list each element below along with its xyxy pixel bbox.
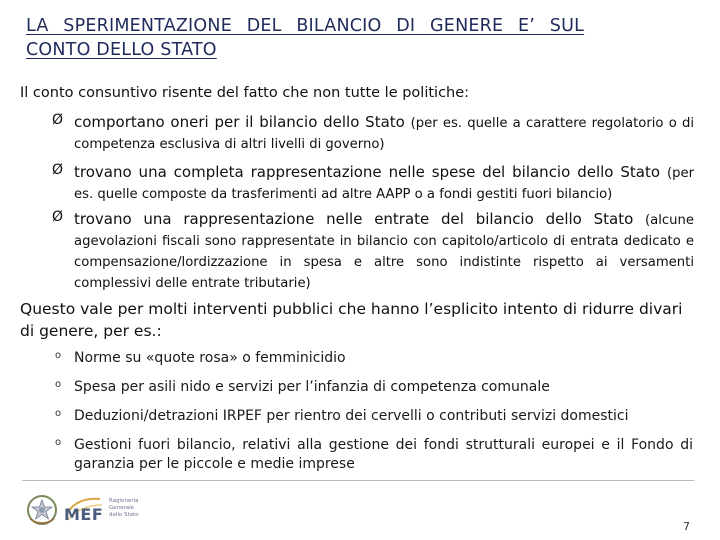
circle-bullet-icon: o — [55, 408, 62, 419]
arrow-bullet-icon: Ø — [52, 209, 64, 225]
example-text: Gestioni fuori bilancio, relativi alla gestione dei fondi strutturali europei e il Fondo di garanzia per le piccole e medie imprese — [74, 437, 693, 472]
page-number: 7 — [683, 520, 690, 533]
arrow-bullet-icon: Ø — [52, 162, 64, 178]
arrow-item-text — [74, 209, 694, 293]
arrow-item-main: comportano oneri per il bilancio dello Stato — [74, 113, 411, 131]
slide-title-line-1: LA SPERIMENTAZIONE DEL BILANCIO DI GENERE E’ SUL — [26, 16, 585, 36]
footer-divider — [22, 480, 694, 481]
example-text: Deduzioni/detrazioni IRPEF per rientro dei cervelli o contributi servizi domestici — [74, 408, 629, 424]
circle-bullet-icon: o — [55, 350, 62, 361]
mef-logo-subtext — [109, 498, 149, 519]
mef-subtext-line: dello Stato — [109, 512, 139, 518]
arrow-item-detail: (per es. quelle composte da trasferimenti ad altre AAPP o a fondi gestiti fuori bilancio) — [74, 166, 694, 202]
arrow-item-detail: (alcune agevolazioni fiscali sono rappresentate in bilancio con capitolo/articolo di entrata dedicato e compensazione/lordizzazione in spesa e altre sono indistinte rispetto ai versamenti complessivi delle entrate tributarie) — [74, 213, 694, 291]
italian-republic-emblem-icon — [26, 493, 58, 527]
slide-title — [26, 14, 696, 62]
circle-bullet-icon: o — [55, 379, 62, 390]
arrow-item-main: trovano una completa rappresentazione nelle spese del bilancio dello Stato — [74, 163, 667, 181]
mef-logo-text: MEF — [64, 505, 104, 524]
intro-text: Il conto consuntivo risente del fatto che non tutte le politiche: — [20, 85, 470, 101]
mef-subtext-line: Ragioneria — [109, 498, 139, 504]
arrow-item-text — [74, 162, 694, 204]
slide-title-line-2: CONTO DELLO STATO — [26, 40, 217, 60]
example-text: Norme su «quote rosa» o femminicidio — [74, 350, 346, 366]
circle-bullet-icon: o — [55, 437, 62, 448]
arrow-item-text — [74, 112, 694, 154]
arrow-bullet-icon: Ø — [52, 112, 64, 128]
mef-subtext-line: Generale — [109, 505, 135, 511]
arrow-item-main: trovano una rappresentazione nelle entrate del bilancio dello Stato — [74, 210, 646, 228]
example-text: Spesa per asili nido e servizi per l’infanzia di competenza comunale — [74, 379, 550, 395]
highlight-text: Questo vale per molti interventi pubblici che hanno l’esplicito intento di ridurre divari di genere, per es.: — [20, 300, 683, 340]
arrow-item-detail: (per es. quelle a carattere regolatorio o di competenza esclusiva di altri livelli di governo) — [74, 116, 694, 152]
